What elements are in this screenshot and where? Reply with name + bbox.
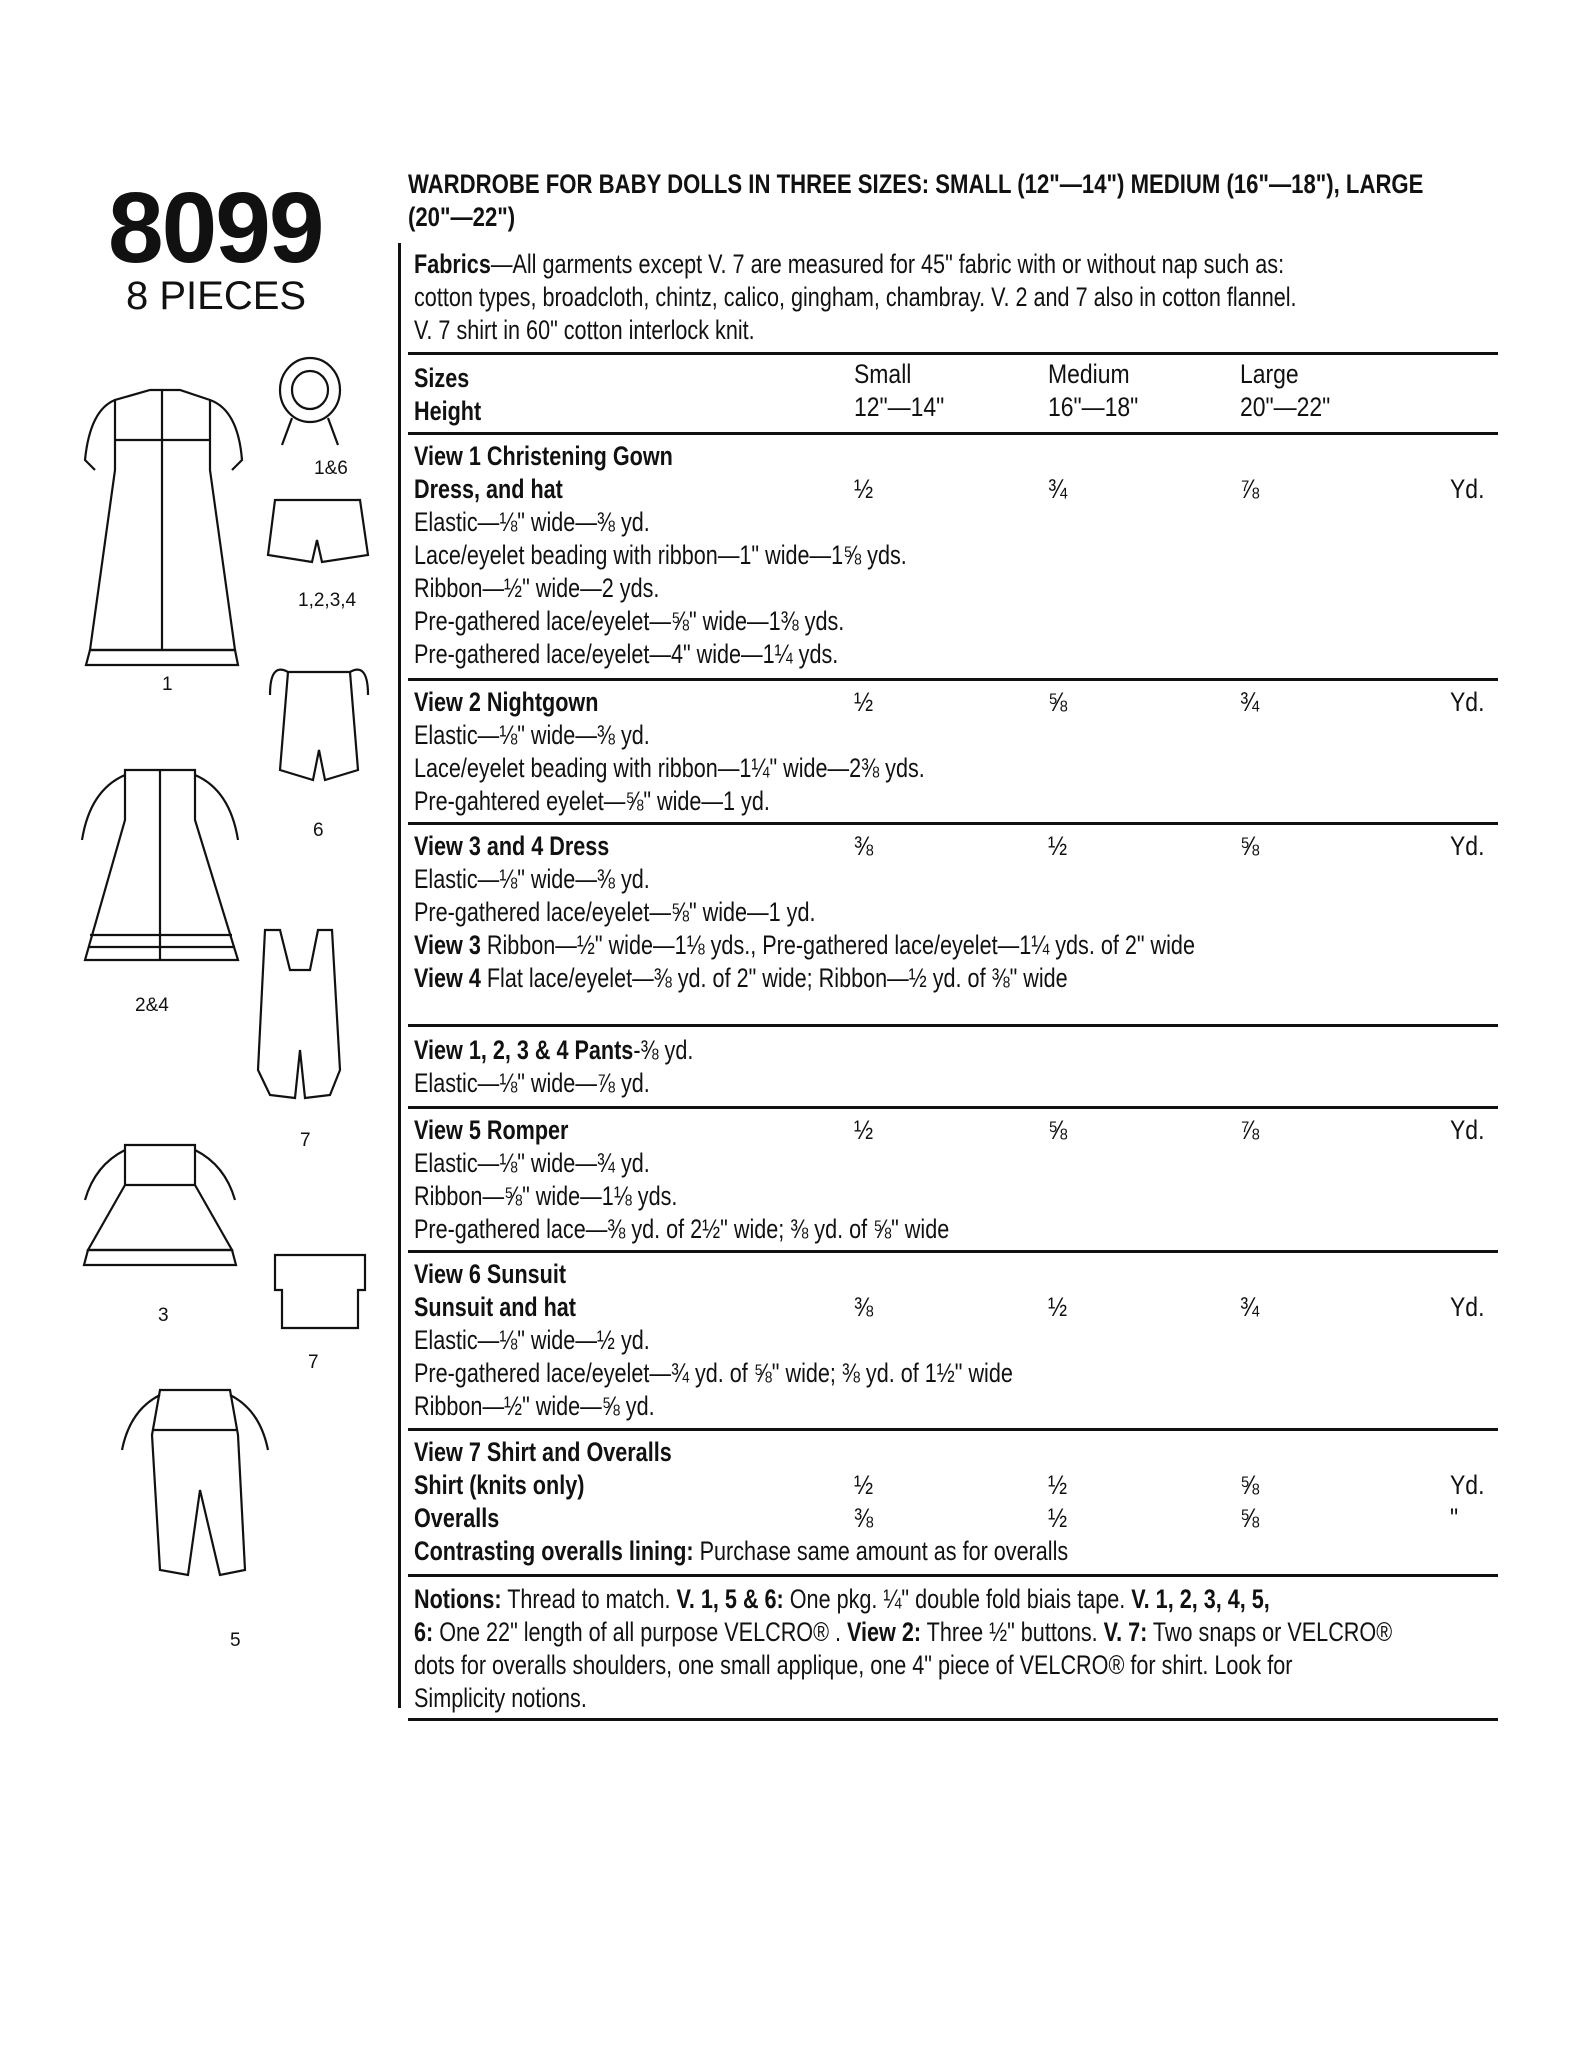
notions-text: 6: (414, 1617, 434, 1647)
pants-line (414, 1034, 693, 1067)
notions-text: Thread to match. (501, 1584, 677, 1614)
pattern-number: 8099 (108, 172, 323, 284)
dress-2-4-drawing (82, 770, 238, 960)
pants-title: View 1, 2, 3 & 4 Pants (414, 1035, 634, 1065)
sunsuit-drawing (270, 670, 368, 780)
shirt-drawing (275, 1255, 365, 1328)
figure-label: 7 (300, 1130, 311, 1151)
notions-line-1 (414, 1583, 1270, 1616)
notions-line-2 (414, 1616, 1392, 1649)
view6-small: ⅜ (854, 1292, 874, 1322)
view1-note: Lace/eyelet beading with ribbon—1" wide—1⅝ yds. (414, 540, 907, 570)
view6-item: Sunsuit and hat (414, 1292, 576, 1322)
bloomers-drawing (268, 500, 368, 562)
height-large: 20"—22" (1240, 392, 1331, 422)
christening-gown-drawing (85, 390, 242, 665)
view2-unit: Yd. (1450, 687, 1485, 717)
notions-text: V. 1, 5 & 6: (676, 1584, 784, 1614)
height-small: 12"—14" (854, 392, 945, 422)
notions-text: View 2: (847, 1617, 922, 1647)
fabrics-label: Fabrics (414, 249, 491, 279)
view1-note: Ribbon—½" wide—2 yds. (414, 573, 660, 603)
view5-large: ⅞ (1240, 1115, 1260, 1145)
view1-unit: Yd. (1450, 474, 1485, 504)
view1-item: Dress, and hat (414, 474, 563, 504)
divider (408, 1250, 1498, 1253)
notions-text: V. 7: (1103, 1617, 1148, 1647)
divider (408, 822, 1498, 825)
bonnet-drawing (280, 358, 340, 445)
view7-ditto: " (1450, 1503, 1459, 1533)
view7-shirt-small: ½ (854, 1470, 874, 1500)
view34-title: View 3 and 4 Dress (414, 831, 610, 861)
view7-lining (414, 1535, 1068, 1568)
dress-3-drawing (84, 1145, 236, 1265)
figure-label: 3 (158, 1305, 169, 1326)
size-medium: Medium (1048, 359, 1130, 389)
view1-large: ⅞ (1240, 474, 1260, 504)
pants-amount: -⅜ yd. (633, 1035, 694, 1065)
view6-note: Ribbon—½" wide—⅝ yd. (414, 1391, 655, 1421)
notions-line-3: dots for overalls shoulders, one small applique, one 4" piece of VELCRO® for shirt. Look for (414, 1650, 1293, 1680)
notions-text: Three ½" buttons. (921, 1617, 1104, 1647)
view2-small: ½ (854, 687, 874, 717)
view5-note: Elastic—⅛" wide—¾ yd. (414, 1148, 650, 1178)
view7-shirt: Shirt (knits only) (414, 1470, 585, 1500)
pants-note: Elastic—⅛" wide—⅞ yd. (414, 1068, 650, 1098)
view1-medium: ¾ (1048, 474, 1068, 504)
view34-note: Pre-gathered lace/eyelet—⅝" wide—1 yd. (414, 897, 816, 927)
divider (408, 1024, 1498, 1027)
view1-note: Elastic—⅛" wide—⅜ yd. (414, 507, 650, 537)
view5-small: ½ (854, 1115, 874, 1145)
fabrics-line-3: V. 7 shirt in 60" cotton interlock knit. (414, 315, 755, 345)
divider (408, 1574, 1498, 1577)
sizes-label: Sizes (414, 363, 470, 393)
divider (408, 1428, 1498, 1431)
view3-note (414, 929, 1195, 962)
view1-note: Pre-gathered lace/eyelet—4" wide—1¼ yds. (414, 639, 839, 669)
title-line-1: WARDROBE FOR BABY DOLLS IN THREE SIZES: SMALL (12"—14") MEDIUM (16"—18"), LARGE (408, 169, 1424, 199)
view7-shirt-large: ⅝ (1240, 1470, 1260, 1500)
view6-note: Pre-gathered lace/eyelet—¾ yd. of ⅝" wide; ⅜ yd. of 1½" wide (414, 1358, 1013, 1388)
view34-small: ⅜ (854, 831, 874, 861)
view5-note: Ribbon—⅝" wide—1⅛ yds. (414, 1181, 678, 1211)
view2-note: Pre-gahtered eyelet—⅝" wide—1 yd. (414, 786, 770, 816)
view7-unit: Yd. (1450, 1470, 1485, 1500)
view1-title: View 1 Christening Gown (414, 441, 673, 471)
divider (408, 432, 1498, 435)
view7-ov-small: ⅜ (854, 1503, 874, 1533)
figure-label: 7 (308, 1352, 319, 1373)
divider (408, 1718, 1498, 1721)
size-large: Large (1240, 359, 1299, 389)
view34-large: ⅝ (1240, 831, 1260, 861)
view7-title: View 7 Shirt and Overalls (414, 1437, 672, 1467)
view4-note (414, 962, 1068, 995)
notions-line-4: Simplicity notions. (414, 1683, 587, 1713)
view2-large: ¾ (1240, 687, 1260, 717)
figure-label: 1,2,3,4 (298, 590, 357, 611)
fabrics-line-1 (414, 248, 1284, 281)
lining-text: Purchase same amount as for overalls (693, 1536, 1069, 1566)
divider (408, 1106, 1498, 1109)
figure-label: 2&4 (135, 995, 169, 1016)
height-medium: 16"—18" (1048, 392, 1139, 422)
divider (408, 352, 1498, 355)
fabrics-text: —All garments except V. 7 are measured for 45" fabric with or without nap such as: (490, 249, 1285, 279)
view6-unit: Yd. (1450, 1292, 1485, 1322)
view3-label: View 3 (414, 930, 481, 960)
view5-note: Pre-gathered lace—⅜ yd. of 2½" wide; ⅜ yd. of ⅝" wide (414, 1214, 950, 1244)
lining-label: Contrasting overalls lining: (414, 1536, 694, 1566)
notions-text: Two snaps or VELCRO® (1147, 1617, 1393, 1647)
view5-title: View 5 Romper (414, 1115, 569, 1145)
overalls-drawing (258, 930, 340, 1098)
view2-medium: ⅝ (1048, 687, 1068, 717)
divider (408, 678, 1498, 681)
pieces-count: 8 PIECES (126, 274, 307, 318)
view34-note: Elastic—⅛" wide—⅜ yd. (414, 864, 650, 894)
view3-text: Ribbon—½" wide—1⅛ yds., Pre-gathered lace/eyelet—1¼ yds. of 2" wide (480, 930, 1195, 960)
view7-overalls: Overalls (414, 1503, 500, 1533)
view7-shirt-medium: ½ (1048, 1470, 1068, 1500)
view7-ov-large: ⅝ (1240, 1503, 1260, 1533)
figure-label: 1 (162, 674, 173, 695)
view34-unit: Yd. (1450, 831, 1485, 861)
view6-note: Elastic—⅛" wide—½ yd. (414, 1325, 650, 1355)
notions-text: One pkg. ¼" double fold biais tape. (783, 1584, 1132, 1614)
view1-note: Pre-gathered lace/eyelet—⅝" wide—1⅜ yds. (414, 606, 845, 636)
notions-text: V. 1, 2, 3, 4, 5, (1131, 1584, 1270, 1614)
view6-large: ¾ (1240, 1292, 1260, 1322)
title-line-2: (20"—22") (408, 202, 516, 232)
notions-text: One 22" length of all purpose VELCRO® . (433, 1617, 848, 1647)
pattern-title (408, 168, 1424, 234)
view1-small: ½ (854, 474, 874, 504)
romper-drawing (122, 1390, 268, 1575)
fabrics-line-2: cotton types, broadcloth, chintz, calico, gingham, chambray. V. 2 and 7 also in cotton flannel. (414, 282, 1297, 312)
view2-note: Lace/eyelet beading with ribbon—1¼" wide—2⅜ yds. (414, 753, 925, 783)
figure-label: 6 (313, 820, 324, 841)
figure-label: 5 (230, 1630, 241, 1651)
view5-unit: Yd. (1450, 1115, 1485, 1145)
view7-ov-medium: ½ (1048, 1503, 1068, 1533)
view4-text: Flat lace/eyelet—⅜ yd. of 2" wide; Ribbon—½ yd. of ⅜" wide (480, 963, 1068, 993)
size-small: Small (854, 359, 912, 389)
view6-medium: ½ (1048, 1292, 1068, 1322)
view4-label: View 4 (414, 963, 481, 993)
figure-label: 1&6 (314, 458, 348, 479)
notions-label: Notions: (414, 1584, 502, 1614)
view6-title: View 6 Sunsuit (414, 1259, 567, 1289)
height-label: Height (414, 396, 482, 426)
view5-medium: ⅝ (1048, 1115, 1068, 1145)
view34-medium: ½ (1048, 831, 1068, 861)
garment-illustrations (60, 350, 390, 1680)
view2-note: Elastic—⅛" wide—⅜ yd. (414, 720, 650, 750)
view2-title: View 2 Nightgown (414, 687, 599, 717)
